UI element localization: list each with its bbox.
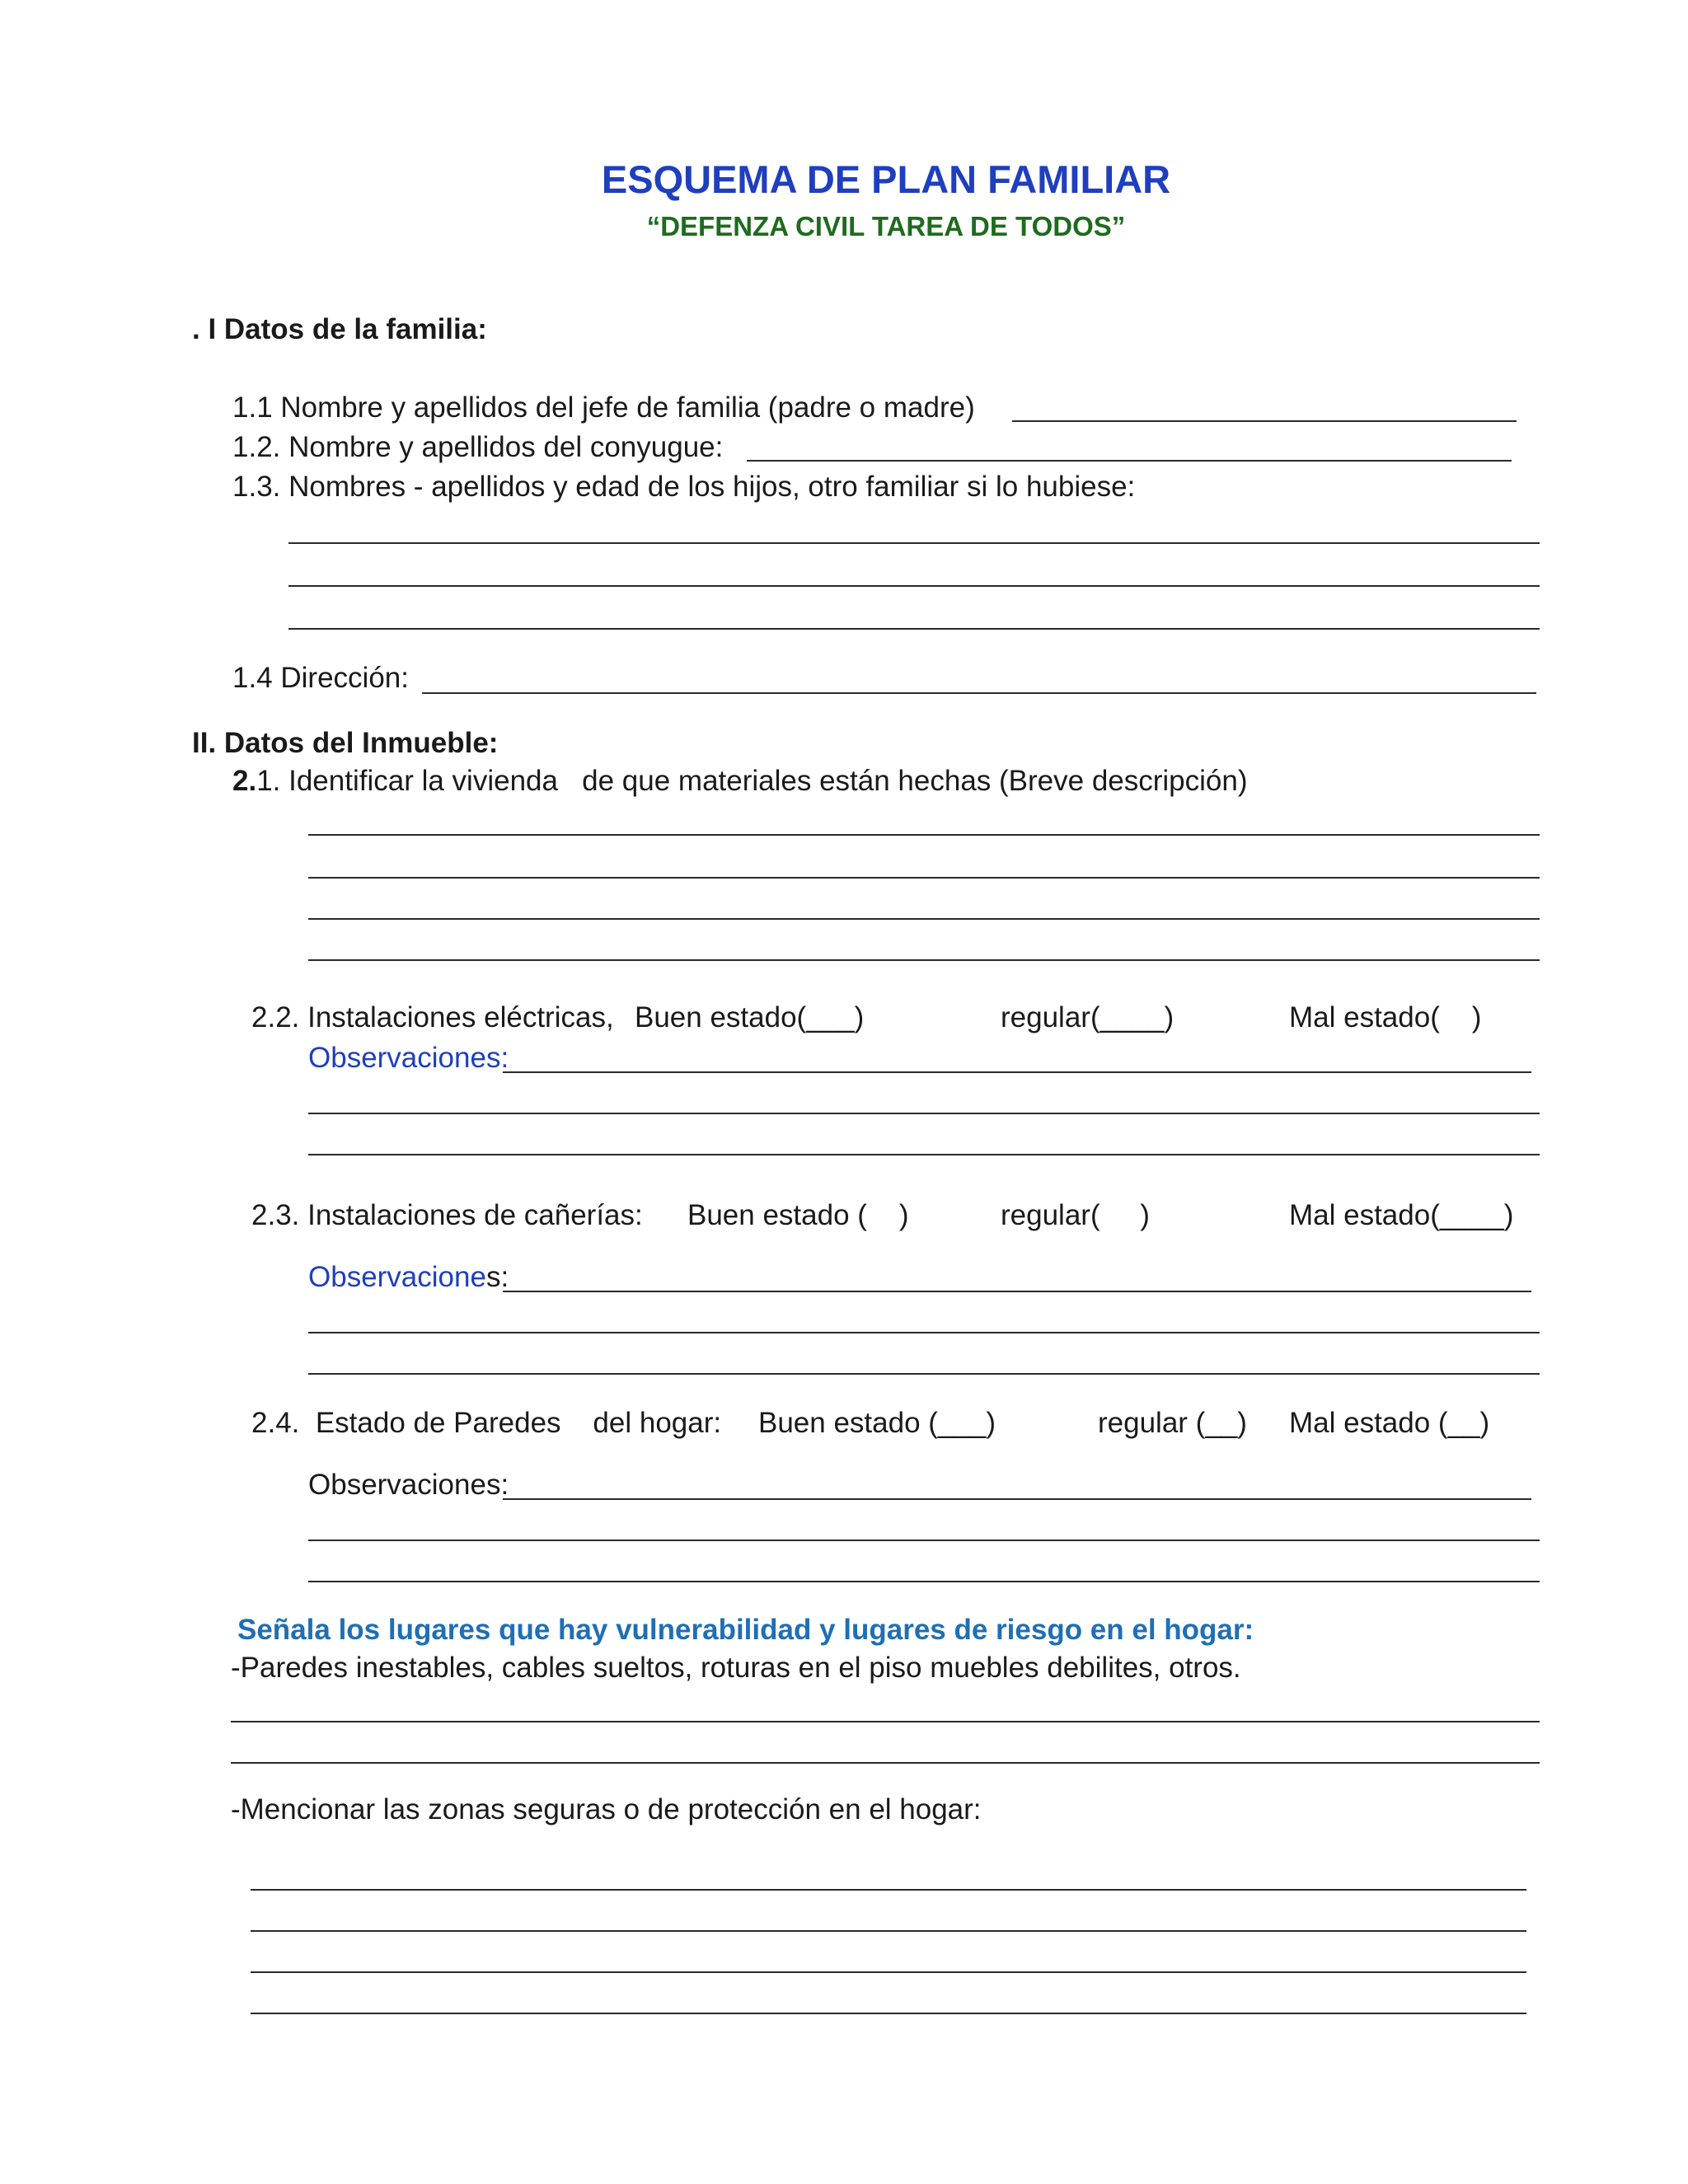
safe-zones-line-4[interactable] [251,2013,1526,2014]
plumbing-observations-label-rest: s: [485,1261,509,1293]
electrical-observations-line-3[interactable] [308,1154,1540,1155]
risk-examples-text: -Paredes inestables, cables sueltos, roturas en el piso muebles debilites, otros. [231,1652,1241,1684]
electrical-regular-option[interactable]: regular(____) [1001,1001,1175,1033]
page-subtitle: “DEFENZA CIVIL TAREA DE TODOS” [646,211,1126,241]
answer-2-1-line-2[interactable] [308,877,1540,879]
answer-1-1-line[interactable] [1012,420,1517,422]
safe-zones-line-3[interactable] [251,1971,1526,1973]
safe-zones-line-2[interactable] [251,1930,1526,1932]
question-2-1-number: 2. [232,765,257,797]
plumbing-observations-label [308,1261,509,1294]
electrical-observations-line-2[interactable] [308,1113,1540,1114]
walls-observations-line-2[interactable] [308,1540,1540,1541]
plumbing-good-option[interactable]: Buen estado ( ) [687,1199,909,1231]
answer-1-3-line-1[interactable] [288,542,1540,544]
plumbing-observations-line-2[interactable] [308,1332,1540,1333]
walls-observations-label: Observaciones: [308,1469,509,1501]
answer-1-3-line-2[interactable] [288,585,1540,587]
walls-regular-option[interactable]: regular (__) [1098,1407,1247,1439]
question-1-2-label: 1.2. Nombre y apellidos del conyugue: [232,431,724,463]
answer-1-4-line[interactable] [422,692,1536,694]
question-2-4-label: 2.4. Estado de Paredes del hogar: [251,1407,722,1439]
walls-observations-line-1[interactable] [503,1498,1531,1500]
question-2-2-label: 2.2. Instalaciones eléctricas, [251,1001,614,1033]
answer-2-1-line-1[interactable] [308,834,1540,836]
question-1-1-label: 1.1 Nombre y apellidos del jefe de familia (padre o madre) [232,391,975,424]
question-1-3-label: 1.3. Nombres - apellidos y edad de los hijos, otro familiar si lo hubiese: [232,471,1136,503]
walls-bad-option[interactable]: Mal estado (__) [1289,1407,1490,1439]
electrical-good-option[interactable]: Buen estado(___) [635,1001,865,1033]
answer-1-3-line-3[interactable] [288,628,1540,630]
question-2-1-label [232,765,1248,798]
question-2-3-label: 2.3. Instalaciones de cañerías: [251,1199,643,1231]
answer-1-2-line[interactable] [747,460,1512,462]
risk-answer-line-2[interactable] [231,1762,1540,1764]
question-2-1-text: 1. Identificar la vivienda de que materiales están hechas (Breve descripción) [256,765,1248,797]
plumbing-regular-option[interactable]: regular( ) [1001,1199,1150,1231]
plumbing-observations-line-3[interactable] [308,1373,1540,1375]
electrical-bad-option[interactable]: Mal estado( ) [1289,1001,1482,1033]
plumbing-observations-label-blue: Observacione [308,1261,486,1293]
electrical-observations-label: Observaciones: [308,1042,509,1074]
safe-zones-line-1[interactable] [251,1889,1526,1891]
risk-answer-line-1[interactable] [231,1721,1540,1722]
section-2-heading: II. Datos del Inmueble: [192,727,499,759]
risk-areas-heading: Señala los lugares que hay vulnerabilidad y lugares de riesgo en el hogar: [237,1614,1254,1646]
electrical-observations-line-1[interactable] [503,1071,1531,1073]
plumbing-observations-line-1[interactable] [503,1291,1531,1292]
page-title: ESQUEMA DE PLAN FAMILIAR [601,157,1171,201]
question-1-4-label: 1.4 Dirección: [232,662,409,694]
answer-2-1-line-3[interactable] [308,918,1540,920]
plumbing-bad-option[interactable]: Mal estado(____) [1289,1199,1514,1231]
walls-observations-line-3[interactable] [308,1581,1540,1582]
section-1-heading: . I Datos de la familia: [192,313,487,345]
walls-good-option[interactable]: Buen estado (___) [758,1407,996,1439]
answer-2-1-line-4[interactable] [308,959,1540,961]
safe-zones-label: -Mencionar las zonas seguras o de protección en el hogar: [231,1793,982,1825]
